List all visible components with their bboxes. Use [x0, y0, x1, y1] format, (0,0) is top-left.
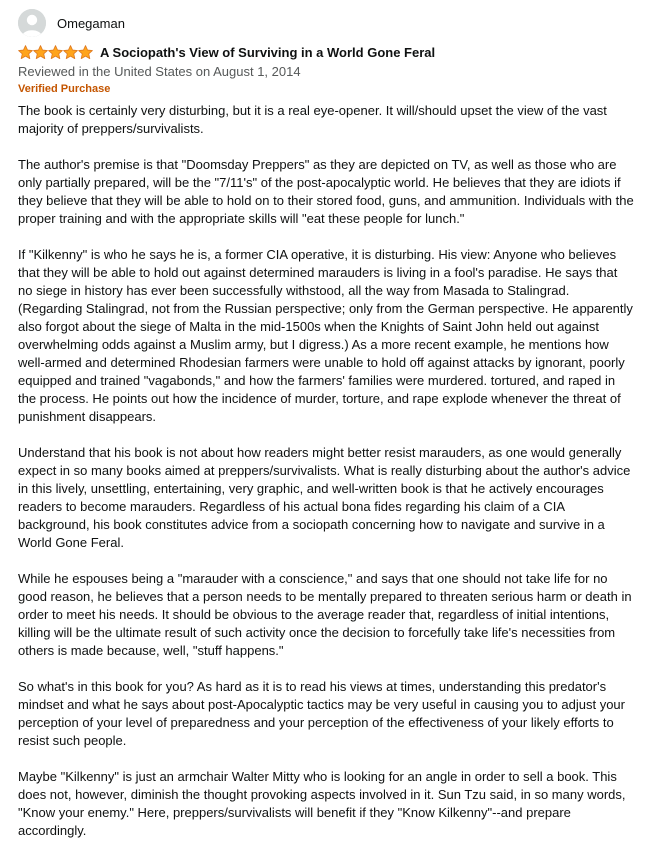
star-icon — [33, 45, 48, 60]
review-paragraph: Understand that his book is not about how readers might better resist marauders, as one would generally expect in so many books aimed at preppers/survivalists. What is really disturbing about the author's advice in this lively, unsettling, entertaining, very graphic, and well-written book is that he actively encourages readers to become marauders. Regardless of his actual bona fides regarding his claim of a CIA background, his book constitutes advice from a sociopath concerning how to navigate and survive in a World Gone Feral. — [18, 445, 631, 550]
review-body — [18, 102, 634, 840]
review-title-row — [18, 42, 634, 62]
default-user-avatar-icon[interactable] — [18, 9, 46, 37]
review-date: Reviewed in the United States on August 1, 2014 — [18, 64, 301, 79]
star-rating[interactable] — [18, 45, 93, 60]
review-paragraph: While he espouses being a "marauder with a conscience," and says that one should not take life for no good reason, he believes that a person needs to be mentally prepared to threaten serious harm or death in order to meet his needs. It should be obvious to the average reader that, regardless of initial intentions, killing will be the ultimate result of such activity once the decision to forcefully take life's necessities from others is made because, well, "stuff happens." — [18, 571, 632, 658]
review-paragraph: The author's premise is that "Doomsday Preppers" as they are depicted on TV, as well as those who are only partially prepared, will be the "7/11's" of the post-apocalyptic world. He believes that they are idiots if they believe that they will be able to hold on to their stored food, guns, and ammunition. Individuals with the proper training and with the appropriate skills will "eat these people for lunch." — [18, 157, 634, 226]
review-paragraph: The book is certainly very disturbing, but it is a real eye-opener. It will/should upset the view of the vast majority of preppers/survivalists. — [18, 103, 607, 136]
review-paragraph: If "Kilkenny" is who he says he is, a former CIA operative, it is disturbing. His view: Anyone who believes that they will be able to hold out against determined marauders is living in a fool's paradise. He says that no siege in history has ever been successfully withstood, all the way from Masada to Stalingrad. (Regarding Stalingrad, not from the Russian perspective; only from the German perspective. He apparently also forgot about the siege of Malta in the mid-1500s when the Knights of Saint John held out against overwhelming odds against a Muslim army, but I digress.) As a more recent example, he mentions how well-armed and determined Rhodesian farmers were unable to hold off against attacks by ignorant, poorly equipped and trained "vagabonds," and how the farmers' families were murdered. tortured, and raped in the process. He points out how the incidence of murder, torture, and rape explode whenever the threat of punishment disappears. — [18, 247, 633, 424]
review-title[interactable]: A Sociopath's View of Surviving in a World Gone Feral — [100, 44, 436, 60]
reviewer-profile[interactable] — [18, 8, 634, 38]
star-icon — [78, 45, 93, 60]
verified-purchase-badge: Verified Purchase — [18, 83, 111, 95]
star-icon — [48, 45, 63, 60]
star-icon — [63, 45, 78, 60]
review-paragraph: Maybe "Kilkenny" is just an armchair Walter Mitty who is looking for an angle in order to sell a book. This does not, however, diminish the thought provoking aspects involved in it. Sun Tzu said, in so many words, "Know your enemy." Here, preppers/survivalists will benefit if they "Know Kilkenny"--and prepare accordingly. — [18, 769, 626, 838]
reviewer-name[interactable]: Omegaman — [57, 15, 125, 31]
review-paragraph: So what's in this book for you? As hard as it is to read his views at times, understanding this predator's mindset and what he says about post-Apocalyptic tactics may be very useful in causing you to adjust your perception of your level of preparedness and your perception of the effectiveness of your likely efforts to resist such people. — [18, 679, 625, 748]
star-icon — [18, 45, 33, 60]
